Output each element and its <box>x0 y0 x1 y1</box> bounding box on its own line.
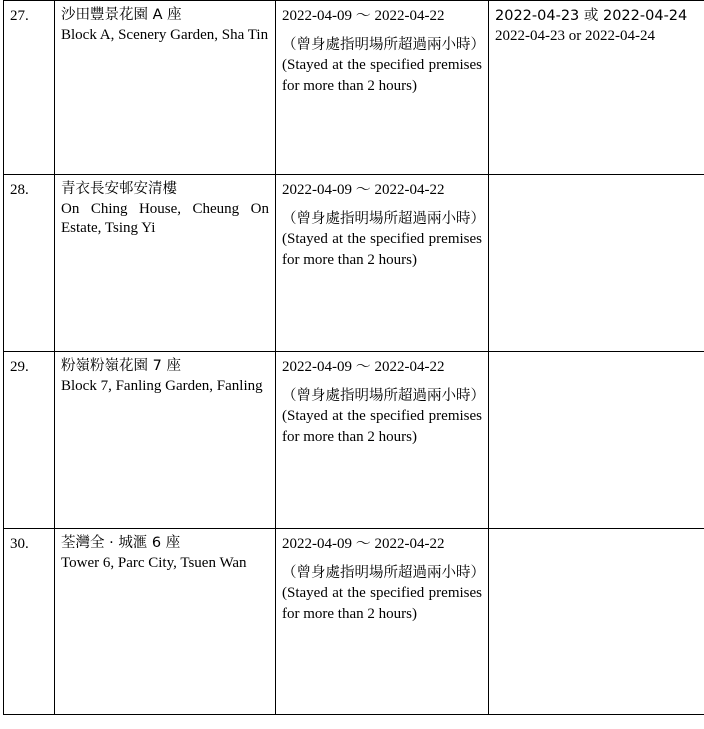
spacer <box>282 200 482 209</box>
testing-date-cell <box>489 1 704 175</box>
row-number: 29. <box>10 359 29 375</box>
stay-note-en: (Stayed at the specified premises for more than 2 hours) <box>282 408 482 445</box>
premises-name-zh: 沙田豐景花園 A 座 <box>61 7 182 23</box>
row-number: 27. <box>10 8 29 24</box>
spacer <box>282 26 482 35</box>
premises-name-en: Block 7, Fanling Garden, Fanling <box>61 377 263 394</box>
row-number-cell <box>4 175 55 352</box>
testing-date-en: 2022-04-23 or 2022-04-24 <box>495 28 655 45</box>
date-range-cell <box>276 175 489 352</box>
premises-name-cell <box>55 352 276 529</box>
table-row <box>4 352 704 529</box>
table-row <box>4 529 704 715</box>
stay-note-en: (Stayed at the specified premises for more than 2 hours) <box>282 585 482 622</box>
date-range: 2022-04-09 ～ 2022-04-22 <box>282 536 445 552</box>
date-range: 2022-04-09 ～ 2022-04-22 <box>282 359 445 375</box>
date-range-cell <box>276 352 489 529</box>
date-range: 2022-04-09 ～ 2022-04-22 <box>282 8 445 24</box>
premises-name-zh: 粉嶺粉嶺花園 7 座 <box>61 358 181 374</box>
testing-date-zh: 2022-04-23 或 2022-04-24 <box>495 8 688 24</box>
premises-name-zh: 荃灣全 · 城滙 6 座 <box>61 535 181 551</box>
testing-date-cell <box>489 529 704 715</box>
premises-name-en: On Ching House, Cheung On Estate, Tsing Yi <box>61 200 269 237</box>
row-number-cell <box>4 1 55 175</box>
row-number: 30. <box>10 536 29 552</box>
date-range-cell <box>276 529 489 715</box>
row-number-cell <box>4 529 55 715</box>
stay-note-zh: （曾身處指明場所超過兩小時） <box>282 211 485 228</box>
spacer <box>282 377 482 386</box>
stay-note-zh: （曾身處指明場所超過兩小時） <box>282 388 485 405</box>
stay-note-en: (Stayed at the specified premises for more than 2 hours) <box>282 57 482 94</box>
row-number-cell <box>4 352 55 529</box>
testing-date-cell <box>489 352 704 529</box>
row-number: 28. <box>10 182 29 198</box>
premises-name-zh: 青衣長安邨安清樓 <box>61 181 177 197</box>
premises-name-en: Tower 6, Parc City, Tsuen Wan <box>61 554 247 571</box>
testing-date-cell <box>489 175 704 352</box>
premises-name-en: Block A, Scenery Garden, Sha Tin <box>61 26 269 43</box>
table-row <box>4 175 704 352</box>
table-row <box>4 1 704 175</box>
premises-name-cell <box>55 1 276 175</box>
premises-table <box>3 0 704 715</box>
stay-note-zh: （曾身處指明場所超過兩小時） <box>282 565 485 582</box>
spacer <box>282 554 482 563</box>
date-range: 2022-04-09 ～ 2022-04-22 <box>282 182 445 198</box>
stay-note-zh: （曾身處指明場所超過兩小時） <box>282 37 485 54</box>
premises-name-cell <box>55 175 276 352</box>
date-range-cell <box>276 1 489 175</box>
premises-name-cell <box>55 529 276 715</box>
stay-note-en: (Stayed at the specified premises for more than 2 hours) <box>282 231 482 268</box>
